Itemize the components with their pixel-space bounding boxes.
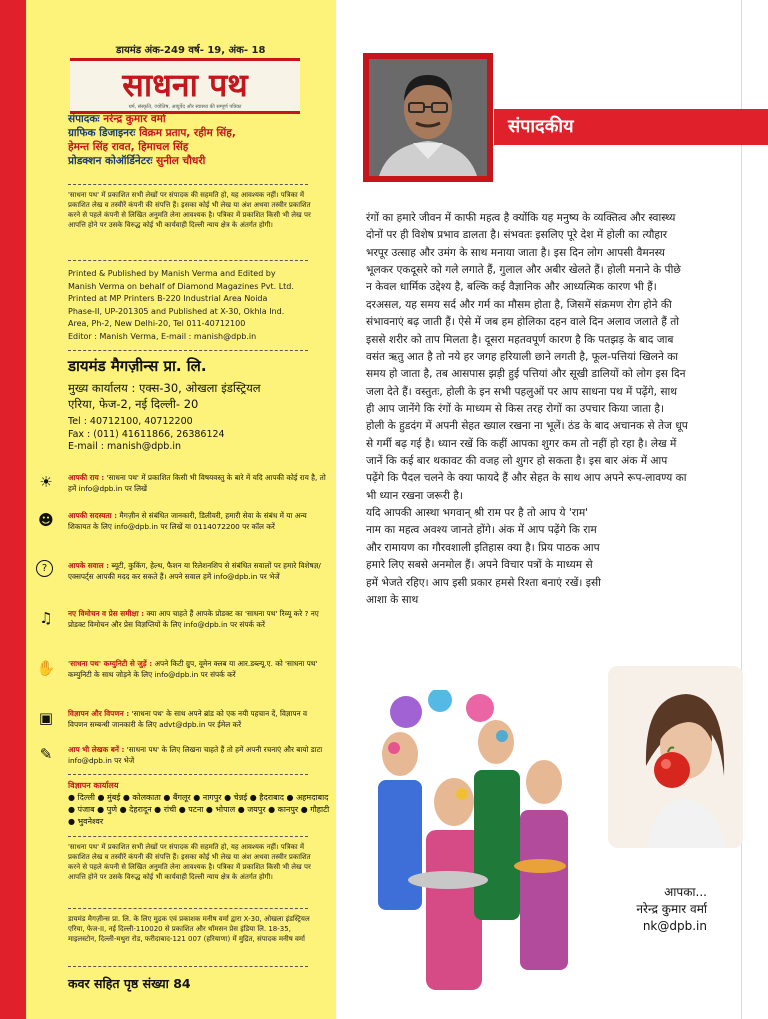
woman-with-apple-photo [608, 666, 743, 848]
signature-email: nk@dpb.in [642, 919, 707, 933]
printer-note: डायमंड मैगज़ीन्स प्रा. लि. के लिए मुद्रक एवं प्रकाशक मनीष वर्मा द्वारा X-30, ओखला इंडस्ट्रियल एरिया, फेज-II, नई दिल्ली-110020 से प्रकाशित और थॉमसन प्रेस इंडिया लि. 18-35, माइलस्टोन, दिल्ली-मथुरा रोड, फरीदाबाद-121 007 (हरियाणा) में मुद्रित, संपादक मनीष वर्मा [68, 915, 310, 943]
microphone-icon: ♫ [39, 609, 53, 627]
people-icon: ☻ [38, 511, 54, 529]
signature-name: नरेन्द्र कुमार वर्मा [636, 902, 707, 916]
ad-offices-title: विज्ञापन कार्यालय [68, 781, 119, 790]
editorial-paragraph: रंगों का हमारे जीवन में काफी महत्व है क्योंकि यह मनुष्य के व्यक्तित्व और स्वास्थ्य दोनों पर ही विशेष प्रभाव डालता है। संभवतः इसलिए पूरे देश में होली का त्यौहार भरपूर उत्साह और उमंग के साथ मनाया जाता है। इस दिन लोग आपसी वैमनस्य भूलकर एकदूसरे को गले लगाते हैं, गुलाल और अबीर खेलते हैं। होली मनाने के पीछे न केवल धार्मिक उद्देश्य है, बल्कि कई वैज्ञानिक और आध्यत्मिक कारण भी हैं। दरअसल, यह समय सर्द और गर्म का मौसम होता है, जिसमें संक्रमण रोग होने की संभावनाएं बढ़ जाती हैं। ऐसे में जब हम होलिका दहन वाले दिन अलाव जलाते हैं तो इससे शरीर को ताप मिलता है। दूसरा महतवपूर्ण कारण है कि पतझड़ के बाद जाब वसंत ऋतु आत है तो नये हर जगह हरियाली छाने लगती है, फूल-पत्तियां खिलने का समय हो जाता है, तब आसपास झड़ी हुई पत्तियां और सूखी डालियों को लोग इस दिन जला देते हैं। वस्तुतः, होली के इन सभी पहलुओं पर आप साधना पथ में पढ़ेंगे, साथ ही आप जानेंगे कि रंगों के माध्यम से किस तरह रोगों का उपचार किया जाता है। [366, 212, 686, 415]
credit-production: प्रोडक्शन कोऑर्डिनेटरः सुनील चौधरी [68, 155, 206, 167]
credit-designers: ग्राफिक डिजाइनरः विक्रम प्रताप, रहीम सिंह, [68, 127, 236, 139]
divider [68, 774, 308, 775]
masthead-logo [70, 58, 300, 114]
signature-closing: आपका... [664, 885, 707, 899]
contact-details: Tel : 40712100, 40712200 Fax : (011) 41611866, 26386124 E-mail : manish@dpb.in [68, 416, 225, 452]
editor-photo [369, 59, 487, 176]
ad-offices [68, 780, 330, 828]
ad-offices-cities: ● दिल्ली ● मुंबई ● कोलकाता ● बैंगलूर ● नागपुर ● चेन्नई ● हैदराबाद ● अहमदाबाद ● पंजाब ● पुणे ● देहरादून ● रांची ● पटना ● भोपाल ● जयपुर ● कानपुर ● गौहाटी ● भुवनेश्वर [68, 793, 330, 826]
disclaimer-top: 'साधना पथ' में प्रकाशित सभी लेखों पर संपादक की सहमति हो, यह आवश्यक नहीं। पत्रिका में प्रकाशित लेख व तस्वीरें कंपनी की संपत्ति हैं। इसका कोई भी लेख या अंश अथवा तस्वीर प्रकाशित करने से पहले कंपनी से लिखित अनुमति लेना आवश्यक है। पत्रिका में प्रकाशित किसी भी लेख पर आपत्ति होने पर उसके विरुद्ध कोई भी कार्यवाही दिल्ली न्याय क्षेत्र के अंतर्गत होगी। [68, 191, 311, 229]
editor-portrait [369, 59, 487, 176]
handshake-icon: ✋ [36, 659, 56, 677]
question-icon: ? [36, 560, 53, 577]
issue-line: डायमंड अंक-249 वर्ष- 19, अंक- 18 [116, 45, 266, 56]
company-name: डायमंड मैगज़ीन्स प्रा. लि. [68, 357, 207, 375]
english-imprint: Printed & Published by Manish Verma and Edited by Manish Verma on behalf of Diamond Magazines Pvt. Ltd. Printed at MP Printers B-220 Industrial Area Noida Phase-II, UP-201305 and Published at X-30, Okhla Ind. Area, Ph-2, New Delhi-20, Tel 011-40712100 Editor : Manish Verma, E-mail : manish@dpb.in [68, 269, 294, 341]
editorial-paragraph: यदि आपकी आस्था भगवान् श्री राम पर है तो आप ये 'राम' नाम का महत्व अवश्य जानते होंगे। अंक में आप पढ़ेंगे कि राम और रामायण का गौरवशाली इतिहास क्या है। प्रिय पाठक आप हमारे लिए सबसे अनमोल हैं। अपने विचार पत्रों के माध्यम से हमें भेजते रहिए। आप इसी प्रकार हमसे रिश्ता बनाएं रखें। इसी आशा के साथ [366, 507, 601, 606]
editorial-credits [68, 112, 330, 168]
pencil-icon: ✎ [39, 745, 53, 763]
magazine-title: साधना पथ [122, 66, 248, 104]
woman-apple-illustration [608, 666, 743, 848]
editorial-body [366, 210, 688, 609]
editor-signature [587, 884, 707, 935]
editor-photo-frame [363, 53, 493, 182]
holi-group-photo [370, 690, 580, 990]
credit-editor: संपादकः नरेन्द्र कुमार वर्मा [68, 113, 166, 125]
left-red-edge [0, 0, 26, 1019]
divider [68, 350, 308, 351]
document-icon: ▣ [38, 709, 54, 727]
divider [68, 836, 308, 837]
magazine-tagline: धर्म, संस्कृति, ज्योतिष, आयुर्वेद और स्वास्थ्य की सम्पूर्ण पत्रिका [128, 104, 242, 110]
disclaimer-bottom: 'साधना पथ' में प्रकाशित सभी लेखों पर संपादक की सहमति हो, यह आवश्यक नहीं। पत्रिका में प्रकाशित लेख व तस्वीरें कंपनी की संपत्ति हैं। इसका कोई भी लेख या अंश अथवा तस्वीर प्रकाशित करने से पहले कंपनी से लिखित अनुमति लेना आवश्यक है। पत्रिका में प्रकाशित किसी भी लेख पर आपत्ति होने पर उसके विरुद्ध कोई भी कार्यवाही दिल्ली न्याय क्षेत्र के अंतर्गत होगी। [68, 843, 311, 881]
column-rule [741, 0, 742, 1019]
head-office-address: मुख्य कार्यालय : एक्स-30, ओखला इंडस्ट्रियल एरिया, फेज-2, नई दिल्ली- 20 [68, 381, 261, 411]
section-header-band [494, 109, 768, 145]
bulb-icon: ☀ [39, 473, 53, 491]
section-title: संपादकीय [508, 116, 574, 137]
editorial-paragraph: होली के हुडदंग में अपनी सेहत ख्याल रखना ना भूलें। ठंड के बाद अचानक से तेज धूप से गर्मी बढ़ गई है। ध्यान रखें कि कहीं आपका शुगर कम तो नहीं हो रहा है। लेख में जानें कि कई बार थकावट की वजह लो शुगर हो सकता है। इस बार अंक में आप पढ़ेंगे कि पैदल चलने के क्या फायदे हैं और सेहत के साथ आप अपने रूप-लावण्य का भी ध्यान रखना जरूरी है। [366, 420, 688, 502]
holi-group-illustration [370, 690, 580, 990]
divider [68, 260, 308, 261]
total-pages: कवर सहित पृष्ठ संख्या 84 [68, 976, 191, 991]
divider [68, 184, 308, 185]
divider [68, 966, 308, 967]
credit-designers-cont: हेमन्त सिंह रावत, हिमाचल सिंह [68, 141, 189, 153]
divider [68, 908, 308, 909]
